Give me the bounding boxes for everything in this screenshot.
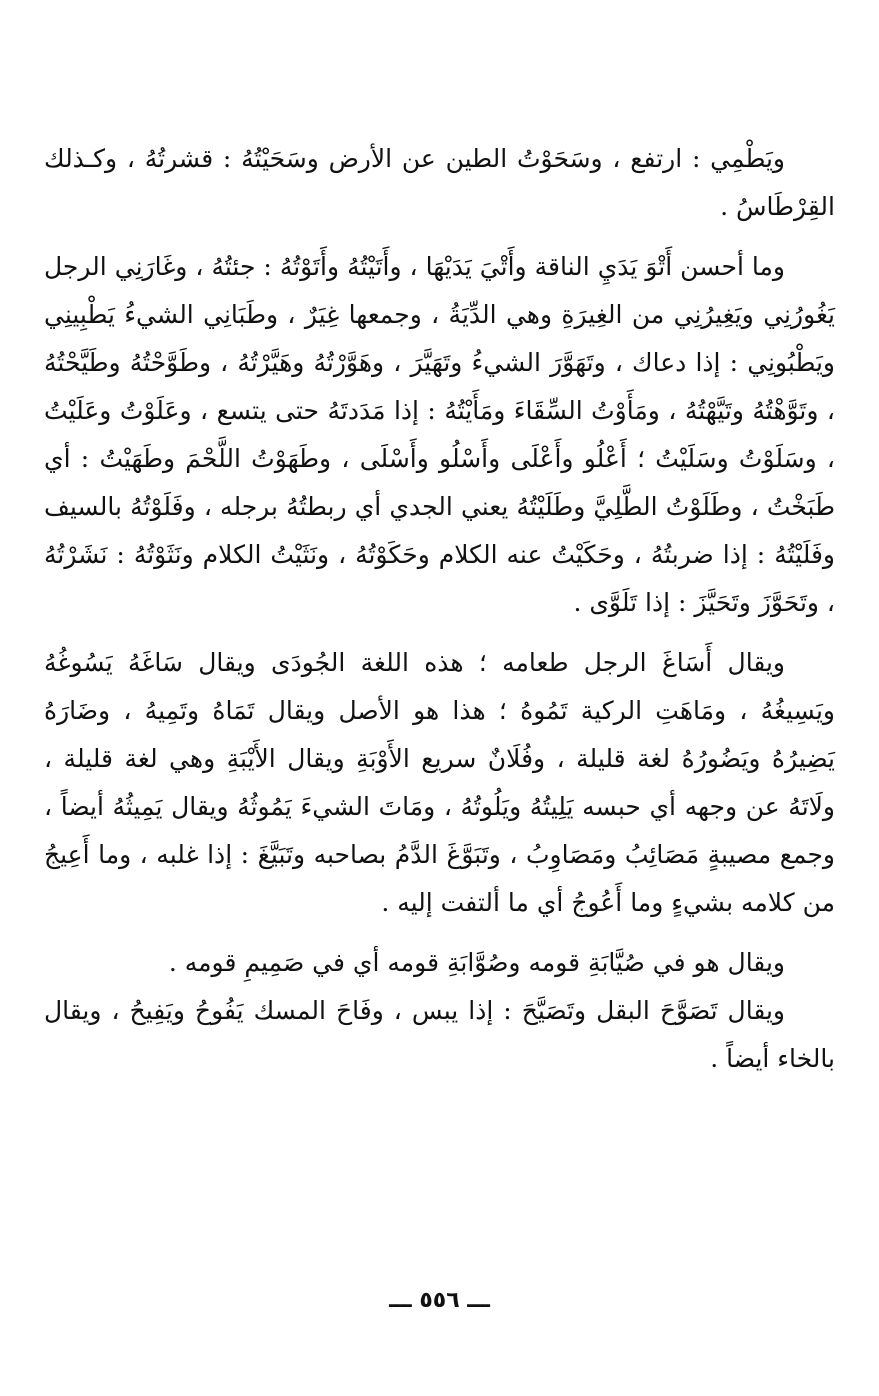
paragraph-3: ويقال أَسَاغَ الرجل طعامه ؛ هذه اللغة الجُودَى ويقال سَاغَهُ يَسُوغُهُ ويَسِيغُهُ ، ومَاهَتِ الركية تَمُوهُ ؛ هذا هو الأصل ويقال تَمَاهُ وتَمِيهُ ، وضَارَهُ يَضِيرُهُ ويَضُورُهُ لغة قليلة ، وفُلَانٌ سريع الأَوْبَةِ ويقال الأَيْبَةِ وهي لغة قليلة ، ولَاتَهُ عن وجهه أي حبسه يَلِيتُهُ ويَلُوتُهُ ، ومَاتَ الشيءَ يَمُوثُهُ ويقال يَمِيثُهُ أيضاً ، وجمع مصيبةٍ مَصَائِبُ ومَصَاوِبُ ، وتَبَوَّغَ الدَّمُ بصاحبه وتَبَيَّغَ : إذا غلبه ، وما أَعِيجُ من كلامه بشيءٍ وما أَعُوجُ أي ما ألتفت إليه .	[44, 648, 835, 917]
paragraph-5: ويقال تَصَوَّحَ البقل وتَصَيَّحَ : إذا يبس ، وفَاحَ المسك يَفُوحُ ويَفِيحُ ، ويقال بالخاء أيضاً .	[44, 996, 835, 1073]
page-number: ـــ ٥٥٦ ـــ	[389, 1288, 490, 1313]
paragraph-2: وما أحسن أَتْوَ يَدَيِ الناقة وأَتْيَ يَدَيْهَا ، وأَتَيْتُهُ وأَتَوْتُهُ : جئتُهُ ، وغَارَنِي الرجل يَغُورُنِي ويَغِيرُنِي من الغِيرَةِ وهي الدِّيَةُ ، وجمعها غِيَرٌ ، وطَبَانِي الشيءُ يَطْبِينِي ويَطْبُونِي : إذا دعاك ، وتَهَوَّرَ الشيءُ وتَهَيَّرَ ، وهَوَّرْتُهُ وهَيَّرْتُهُ ، وطَوَّحْتُهُ وطَيَّحْتُهُ ، وتَوَّهْتُهُ وتَيَّهْتُهُ ، ومَأَوْتُ السِّقَاءَ ومَأَيْتُهُ : إذا مَدَدتَهُ حتى يتسع ، وعَلَوْتُ وعَلَيْتُ ، وسَلَوْتُ وسَلَيْتُ ؛ أَعْلُو وأَعْلَى وأَسْلُو وأَسْلَى ، وطَهَوْتُ اللَّحْمَ وطَهَيْتُ : أي طَبَخْتُ ، وطَلَوْتُ الطَّلِيَّ وطَلَيْتُهُ يعني الجدي أي ربطتُهُ برجله ، وفَلَوْتُهُ بالسيف وفَلَيْتُهُ : إذا ضربتُهُ ، وحَكَيْتُ عنه الكلام وحَكَوْتُهُ ، ونَثَيْتُ الكلام ونَثَوْتُهُ : نَشَرْتُهُ ، وتَحَوَّزَ وتَحَيَّزَ : إذا تَلَوَّى .	[44, 252, 835, 617]
paragraph-1: ويَطْمِي : ارتفع ، وسَحَوْتُ الطين عن الأرض وسَحَيْتُهُ : قشرتُهُ ، وكـذلك القِرْطَاسُ .	[44, 144, 835, 221]
paragraph-4: ويقال هو في صُيَّابَةِ قومه وصُوَّابَةِ قومه أي في صَمِيمِ قومه .	[168, 948, 785, 977]
page-body-text	[44, 135, 835, 1083]
